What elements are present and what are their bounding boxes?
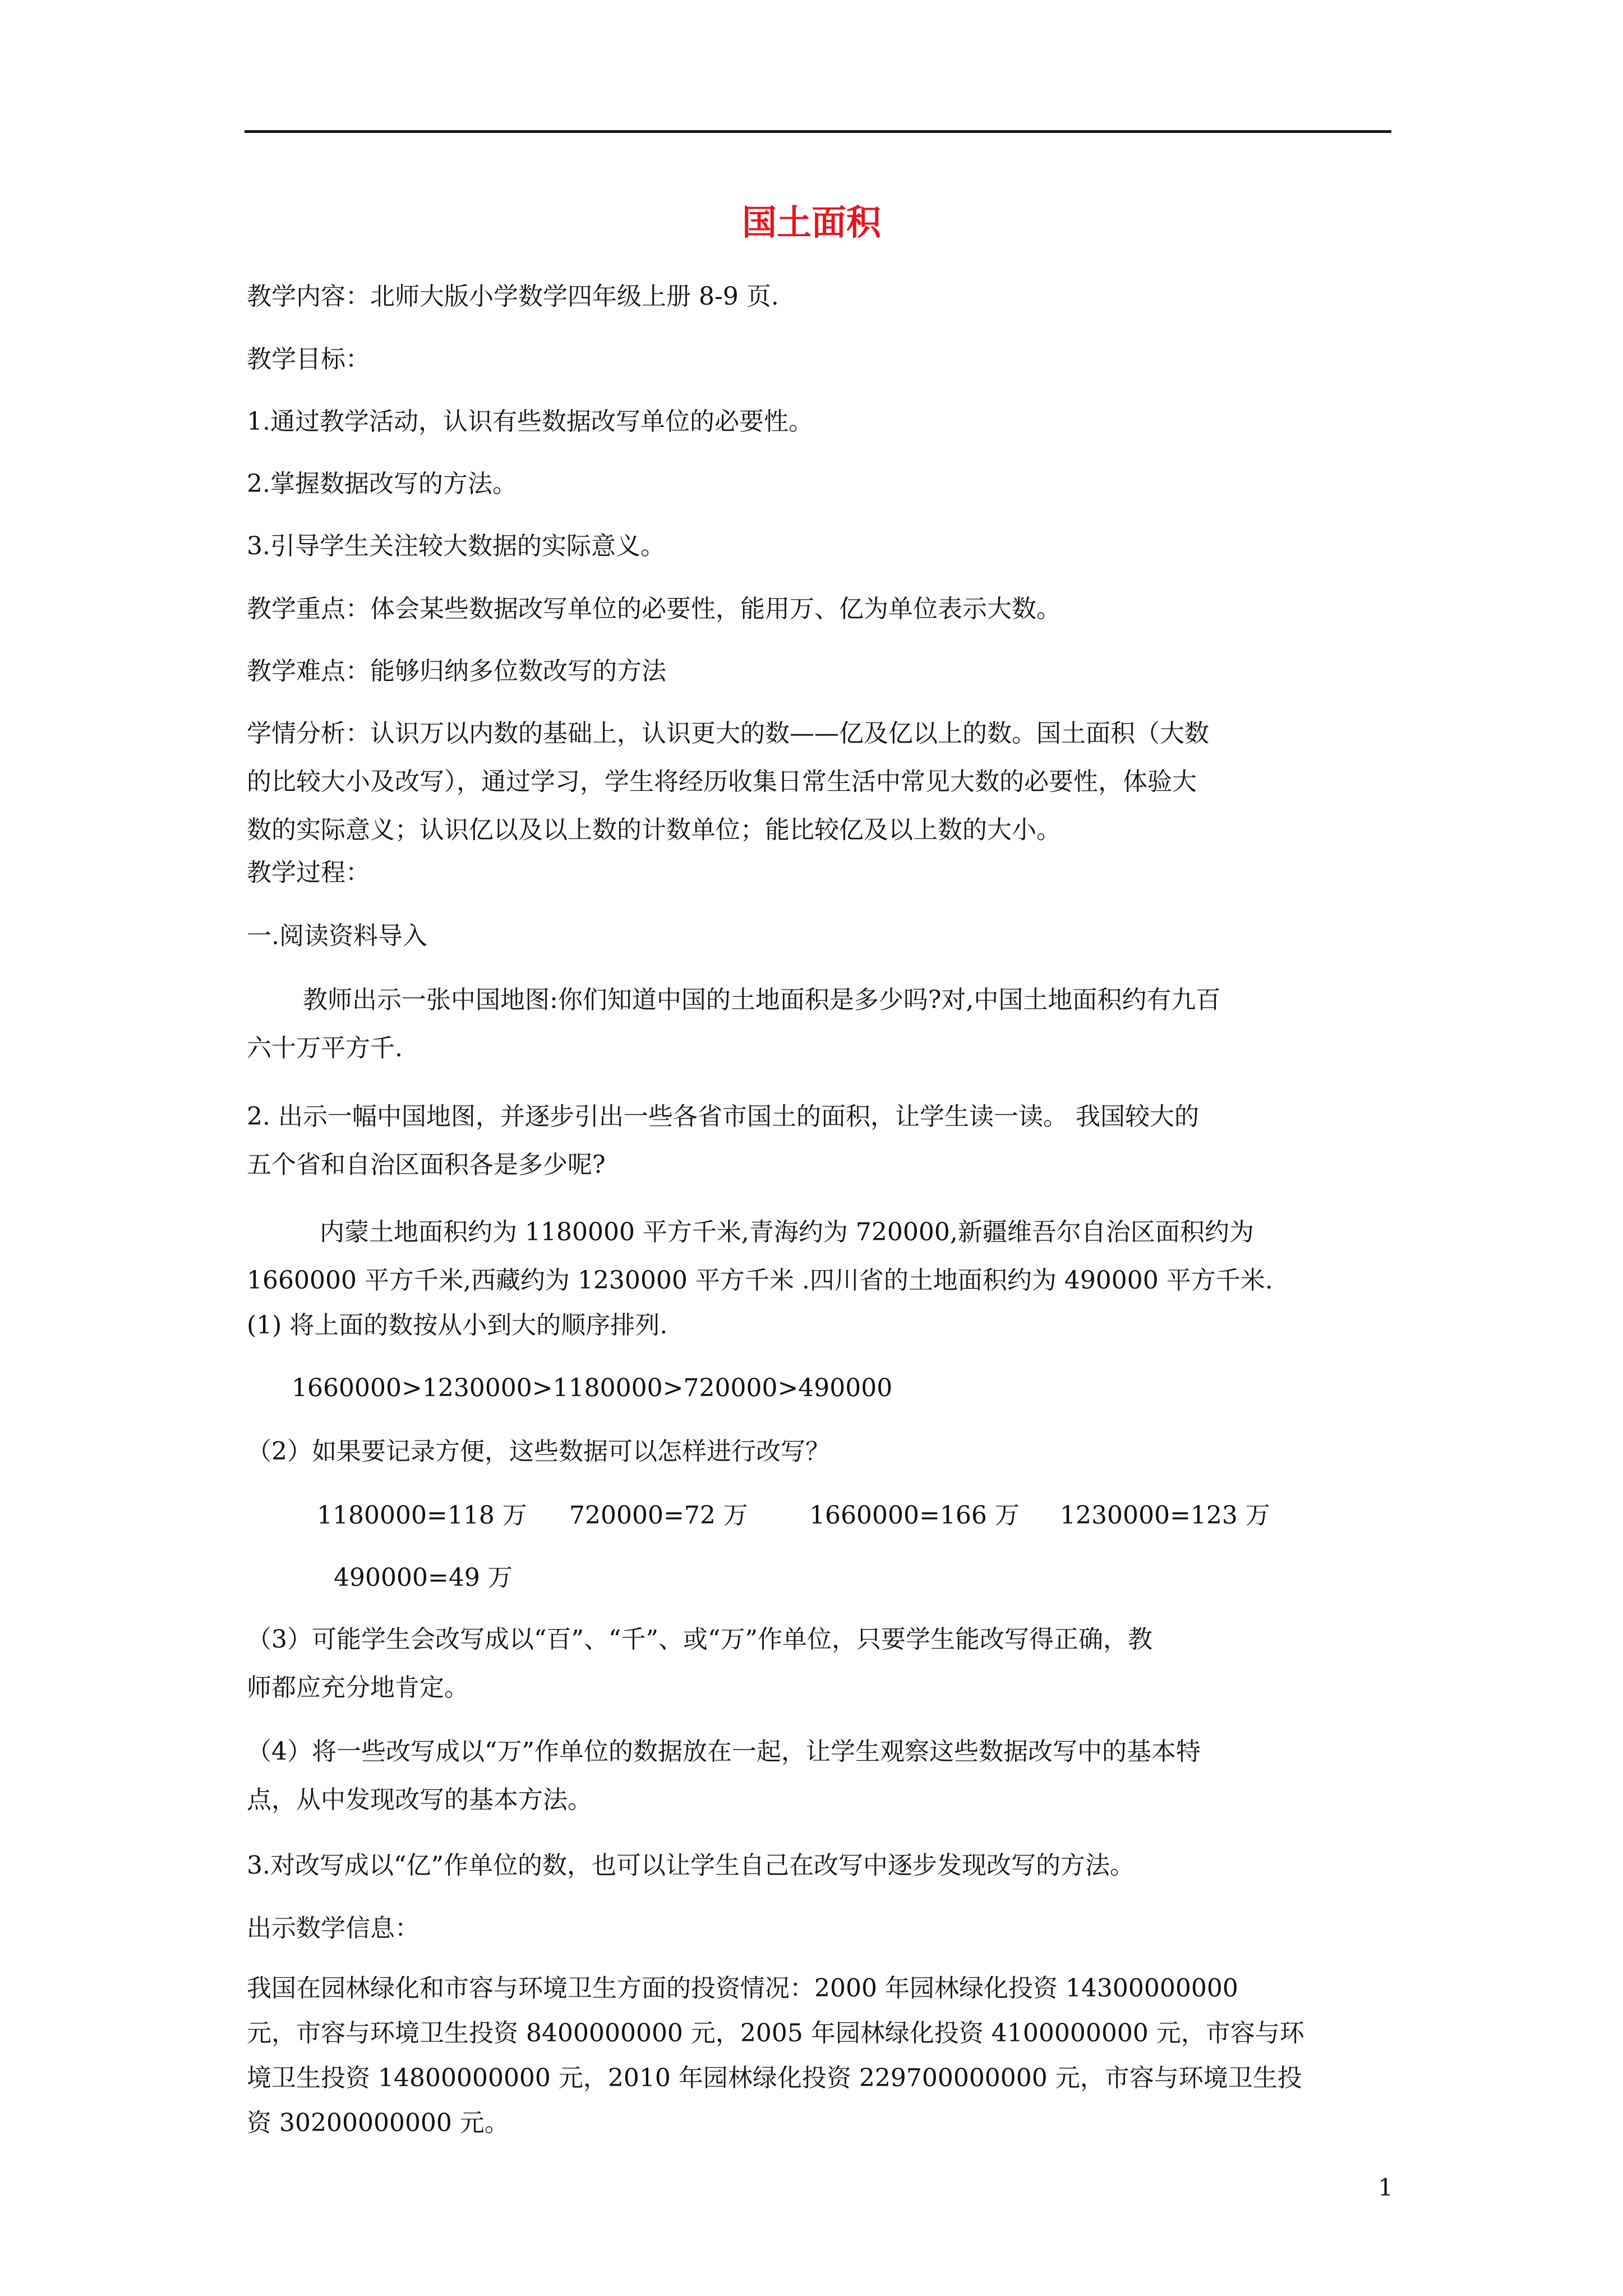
q2-answer-5: 490000=49 万 [334,1563,513,1592]
step2-paragraph [247,1093,1391,1189]
objective-1: 1.通过教学活动，认识有些数据改写单位的必要性。 [247,407,813,436]
info-heading: 出示数学信息： [247,1914,419,1943]
step2-line: 五个省和自治区面积各是多少呢? [247,1151,606,1179]
page-number: 1 [1378,2174,1393,2201]
content-line: 教学内容：北师大版小学数学四年级上册 8-9 页. [247,282,779,311]
analysis-line: 学情分析：认识万以内数的基础上，认识更大的数——亿及亿以上的数。国土面积（大数 [247,719,1209,748]
difficulty: 教学难点：能够归纳多位数改写的方法 [247,657,666,685]
step-3: 3.对改写成以“亿”作单位的数，也可以让学生自己在改写中逐步发现改写的方法。 [247,1851,1135,1880]
areas-line: 内蒙土地面积约为 1180000 平方千米,青海约为 720000,新疆维吾尔自治区面积约为 [320,1218,1254,1246]
question-4-paragraph [247,1728,1391,1824]
q2-answer-4: 1230000=123 万 [1060,1501,1270,1530]
areas-paragraph [247,1208,1391,1305]
investment-line: 境卫生投资 14800000000 元，2010 年园林绿化投资 229700000000 元，市容与环境卫生投 [247,2064,1302,2092]
key-point: 教学重点：体会某些数据改写单位的必要性，能用万、亿为单位表示大数。 [247,595,1061,623]
process-heading: 教学过程： [247,858,370,887]
intro-paragraph [247,976,1391,1073]
q2-answer-1: 1180000=118 万 [317,1501,527,1530]
q4-line: 点，从中发现改写的基本方法。 [247,1786,592,1814]
intro-line: 六十万平方千. [247,1034,403,1062]
question-2: （2）如果要记录方便，这些数据可以怎样进行改写？ [247,1437,830,1466]
q3-line: （3）可能学生会改写成以“百”、“千”、或“万”作单位，只要学生能改写得正确，教 [247,1625,1152,1654]
step2-line: 2. 出示一幅中国地图，并逐步引出一些各省市国土的面积，让学生读一读。 我国较大的 [247,1102,1199,1131]
objective-3: 3.引导学生关注较大数据的实际意义。 [247,532,665,560]
objectives-heading: 教学目标： [247,345,370,374]
analysis-line: 数的实际意义；认识亿以及以上数的计数单位；能比较亿及以上数的大小。 [247,816,1061,844]
analysis-line: 的比较大小及改写），通过学习，学生将经历收集日常生活中常见大数的必要性，体验大 [247,767,1197,796]
intro-line: 教师出示一张中国地图:你们知道中国的土地面积是多少吗?对,中国土地面积约有九百 [303,986,1221,1014]
objective-2: 2.掌握数据改写的方法。 [247,470,517,498]
q3-line: 师都应充分地肯定。 [247,1673,469,1702]
header-rule [245,130,1391,133]
section1-heading: 一.阅读资料导入 [247,922,427,950]
investment-line: 我国在园林绿化和市容与环境卫生方面的投资情况：2000 年园林绿化投资 14300000000 [247,1974,1238,2003]
q2-answer-3: 1660000=166 万 [809,1501,1020,1530]
investment-line: 元，市容与环境卫生投资 8400000000 元，2005 年园林绿化投资 4100000000 元，市容与环 [247,2019,1304,2047]
question-1: (1) 将上面的数按从小到大的顺序排列. [247,1311,668,1340]
page-title: 国土面积 [741,202,881,243]
question-1-answer: 1660000>1230000>1180000>720000>490000 [292,1374,893,1402]
analysis-paragraph [247,710,1391,854]
q2-answer-2: 720000=72 万 [569,1501,748,1530]
question-3-paragraph [247,1616,1391,1712]
areas-line: 1660000 平方千米,西藏约为 1230000 平方千米 .四川省的土地面积约为 490000 平方千米. [247,1266,1273,1295]
q4-line: （4）将一些改写成以“万”作单位的数据放在一起，让学生观察这些数据改写中的基本特 [247,1737,1201,1766]
investment-line: 资 30200000000 元。 [247,2109,509,2137]
investment-paragraph [247,1966,1391,2146]
